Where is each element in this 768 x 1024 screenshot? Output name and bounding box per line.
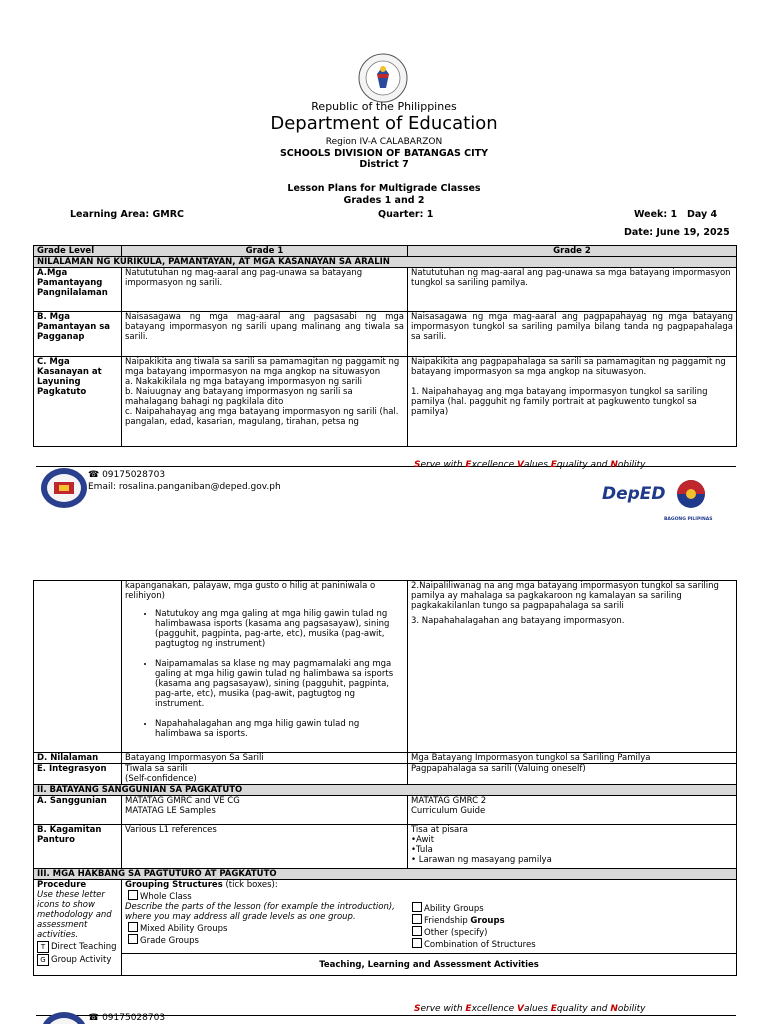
- checkbox[interactable]: [412, 914, 422, 924]
- department-title: Department of Education: [270, 113, 498, 134]
- cell-text: Tiwala sa sarili: [125, 764, 188, 774]
- cell-text: c. Naipahahayag ang mga batayang impormasyon ng sarili (hal. pangalan, edad, kasarian, magulang, tirahan, petsa ng: [125, 407, 399, 427]
- list-item: • Napahahalagahan ang mga hilig gawin tulad ng halimbawa sa isports.: [155, 719, 404, 739]
- section-header: NILALAMAN NG KURIKULA, PAMANTAYAN, AT MGA KASANAYAN SA ARALIN: [34, 257, 737, 268]
- cell-kagamitan-grade2: [408, 825, 737, 869]
- cell-text: •Awit: [411, 835, 435, 845]
- cell-text: •Tula: [411, 845, 433, 855]
- cell-text: Various L1 references: [122, 825, 408, 869]
- option-label: Ability Groups: [424, 904, 484, 914]
- cell-text: Naipakikita ang pagpapahalaga sa sarili sa pamamagitan ng paggamit ng batayang impormasyon sa mga angkop na situwasyon.: [411, 357, 726, 377]
- district-text: District 7: [359, 159, 409, 170]
- cell-text: Naisasagawa ng mga mag-aaral ang pagpapahayag ng mga batayang impormasyon tungkol sa sariling pamilya bilang tanda ng pagpapahalaga sa sarili.: [408, 312, 737, 357]
- learning-area: Learning Area: GMRC: [70, 209, 185, 220]
- list-item: • Naipamamalas sa klase ng may pagmamalaki ang mga galing at mga hilig gawin tulad ng halimbawa sa isports (kasama ang pagsasayaw), sining (pagguhit, pagpinta, pag-arte, etc), musika (pag-awit, pagtugtog ng instrument.: [155, 659, 404, 709]
- procedure-cell: [34, 880, 122, 976]
- cell-text: Pagpapahalaga sa sarili (Valuing oneself): [408, 764, 737, 785]
- option-label: Grade Groups: [140, 936, 199, 946]
- bagong-pilipinas-logo: [668, 478, 714, 514]
- cell-text: MATATAG GMRC 2: [411, 796, 487, 806]
- checkbox[interactable]: [412, 926, 422, 936]
- grouping-structures-cell: Grouping Structures (tick boxes): Whole Class Describe the parts of the lesson (for example the introduction), where you may address all grade levels as one group. Mixed Ability Groups Grade Groups Ability Groups Friendship Groups Other (specify) Combination of Structures: [122, 880, 737, 954]
- checkbox[interactable]: [128, 890, 138, 900]
- col-grade-1: Grade 1: [122, 246, 408, 257]
- procedure-description: Use these letter icons to show methodology and assessment activities.: [37, 890, 112, 940]
- cell-text: MATATAG GMRC and VE CG: [125, 796, 240, 806]
- group-activity-label: Group Activity: [51, 955, 112, 965]
- cell-kasanayan-grade1-cont: [122, 581, 408, 753]
- checkbox[interactable]: [412, 938, 422, 948]
- lesson-plan-title: Lesson Plans for Multigrade Classes: [287, 183, 481, 194]
- checkbox[interactable]: [412, 902, 422, 912]
- section-header: II. BATAYANG SANGGUNIAN SA PAGKATUTO: [34, 785, 737, 796]
- cell-text: 2.Naipaliliwanag na ang mga batayang impormasyon tungkol sa sariling pamilya ay mahalaga sa pagkakaroon ng kamalayan sa sariling pagkakakilanlan tungo sa pagpapahalaga sa sarili: [411, 581, 719, 611]
- cell-text: Curriculum Guide: [411, 806, 486, 816]
- lesson-table-part2: [33, 580, 737, 976]
- teaching-activities-header: Teaching, Learning and Assessment Activities: [122, 954, 737, 976]
- cell-kasanayan-grade2-cont: [408, 581, 737, 753]
- row-label-kagamitan: B. Kagamitan Panturo: [34, 825, 122, 869]
- grouping-note: (tick boxes):: [222, 880, 278, 890]
- option-label: Other (specify): [424, 928, 488, 938]
- option-label: Whole Class: [140, 892, 192, 902]
- cell-kasanayan-grade1: [122, 357, 408, 447]
- deped-seal-logo: [355, 52, 411, 104]
- cell-text: kapanganakan, palayaw, mga gusto o hilig at paniniwala o relihiyon): [125, 581, 376, 601]
- cell-text: MATATAG LE Samples: [125, 806, 216, 816]
- cell-text: (Self-confidence): [125, 774, 197, 784]
- row-label-nilalaman: D. Nilalaman: [34, 753, 122, 764]
- col-grade-level: Grade Level: [34, 246, 122, 257]
- section-header: III. MGA HAKBANG SA PAGTUTURO AT PAGKATUTO: [34, 869, 737, 880]
- cell-text: Naisasagawa ng mga mag-aaral ang pagsasabi ng mga batayang impormasyon ng sarili upang malinang ang tiwala sa sarili.: [122, 312, 408, 357]
- lesson-table-part1: [33, 245, 737, 447]
- school-logo: [40, 467, 88, 509]
- row-label-sanggunian: A. Sanggunian: [34, 796, 122, 825]
- footer-motto: Serve with Excellence Values Equality and Nobility: [414, 460, 646, 470]
- cell-text: 3. Napahahalagahan ang batayang impormasyon.: [411, 616, 625, 626]
- lesson-date: Date: June 19, 2025: [624, 227, 730, 238]
- checkbox[interactable]: [128, 922, 138, 932]
- cell-sanggunian-grade1: [122, 796, 408, 825]
- quarter: Quarter: 1: [378, 209, 434, 220]
- group-activity-icon: G: [37, 954, 49, 966]
- footer-email: Email: rosalina.panganiban@deped.gov.ph: [88, 482, 281, 492]
- direct-teaching-icon: T: [37, 941, 49, 953]
- row-label-integrasyon: E. Integrasyon: [34, 764, 122, 785]
- cell-text: Tisa at pisara: [411, 825, 468, 835]
- republic-text: Republic of the Philippines: [311, 100, 457, 113]
- cell-text: Natututuhan ng mag-aaral ang pag-unawa sa mga batayang impormasyon tungkol sa sariling pamilya.: [408, 268, 737, 312]
- footer-phone: ☎ 09175028703: [88, 1013, 166, 1023]
- row-label-pamantayan-pagganap: B. Mga Pamantayan sa Pagganap: [34, 312, 122, 357]
- cell-text: a. Nakakikilala ng mga batayang impormasyon ng sarili: [125, 377, 363, 387]
- option-label: Friendship: [424, 916, 471, 926]
- cell-text: Natututuhan ng mag-aaral ang pag-unawa sa batayang impormasyon ng sarili.: [122, 268, 408, 312]
- bullet-list: [125, 609, 404, 739]
- checkbox[interactable]: [128, 934, 138, 944]
- row-label-pamantayang-pangnilalaman: A.Mga Pamantayang Pangnilalaman: [34, 268, 122, 312]
- grouping-description: Describe the parts of the lesson (for example the introduction), where you may address all grade levels as one group.: [125, 902, 395, 922]
- cell-text: 1. Naipahahayag ang mga batayang impormasyon tungkol sa sariling pamilya (hal. pagguhit ng family portrait at pagkuwento tungkol sa pamilya): [411, 387, 708, 417]
- procedure-title: Procedure: [37, 880, 87, 890]
- grades-text: Grades 1 and 2: [343, 195, 425, 206]
- cell-kasanayan-grade2: [408, 357, 737, 447]
- school-logo: [40, 1012, 88, 1024]
- deped-logo: DepED: [602, 484, 666, 504]
- cell-integrasyon-grade1: [122, 764, 408, 785]
- bagong-pilipinas-text: BAGONG PILIPINAS: [664, 517, 713, 522]
- region-text: Region IV-A CALABARZON: [325, 137, 443, 147]
- week-day: Week: 1 Day 4: [634, 209, 718, 220]
- cell-text: Mga Batayang Impormasyon tungkol sa Sariling Pamilya: [408, 753, 737, 764]
- cell-text: Batayang Impormasyon Sa Sarili: [122, 753, 408, 764]
- option-label: Combination of Structures: [424, 940, 536, 950]
- footer-phone: ☎ 09175028703: [88, 470, 166, 480]
- grouping-title: Grouping Structures: [125, 880, 223, 890]
- direct-teaching-label: Direct Teaching: [51, 942, 117, 952]
- option-label: Mixed Ability Groups: [140, 924, 228, 934]
- footer-motto: Serve with Excellence Values Equality and Nobility: [414, 1004, 646, 1014]
- empty-label-cell: [34, 581, 122, 753]
- cell-text: Naipakikita ang tiwala sa sarili sa pamamagitan ng paggamit ng mga batayang impormasyon na mga angkop na situwasyon: [125, 357, 400, 377]
- cell-sanggunian-grade2: [408, 796, 737, 825]
- row-label-kasanayan: C. Mga Kasanayan at Layuning Pagkatuto: [34, 357, 122, 447]
- col-grade-2: Grade 2: [408, 246, 737, 257]
- cell-text: • Larawan ng masayang pamilya: [411, 855, 552, 865]
- division-text: SCHOOLS DIVISION OF BATANGAS CITY: [279, 148, 489, 159]
- cell-text: b. Naiuugnay ang batayang impormasyon ng sarili sa mahalagang bahagi ng pagkilala dito: [125, 387, 353, 407]
- list-item: • Natutukoy ang mga galing at mga hilig gawin tulad ng halimbawasa isports (kasama ang pagsasayaw), sining (pagguhit, pagpinta, pag-arte, etc), musika (pag-awit, pagtugtog ng instrument): [155, 609, 404, 649]
